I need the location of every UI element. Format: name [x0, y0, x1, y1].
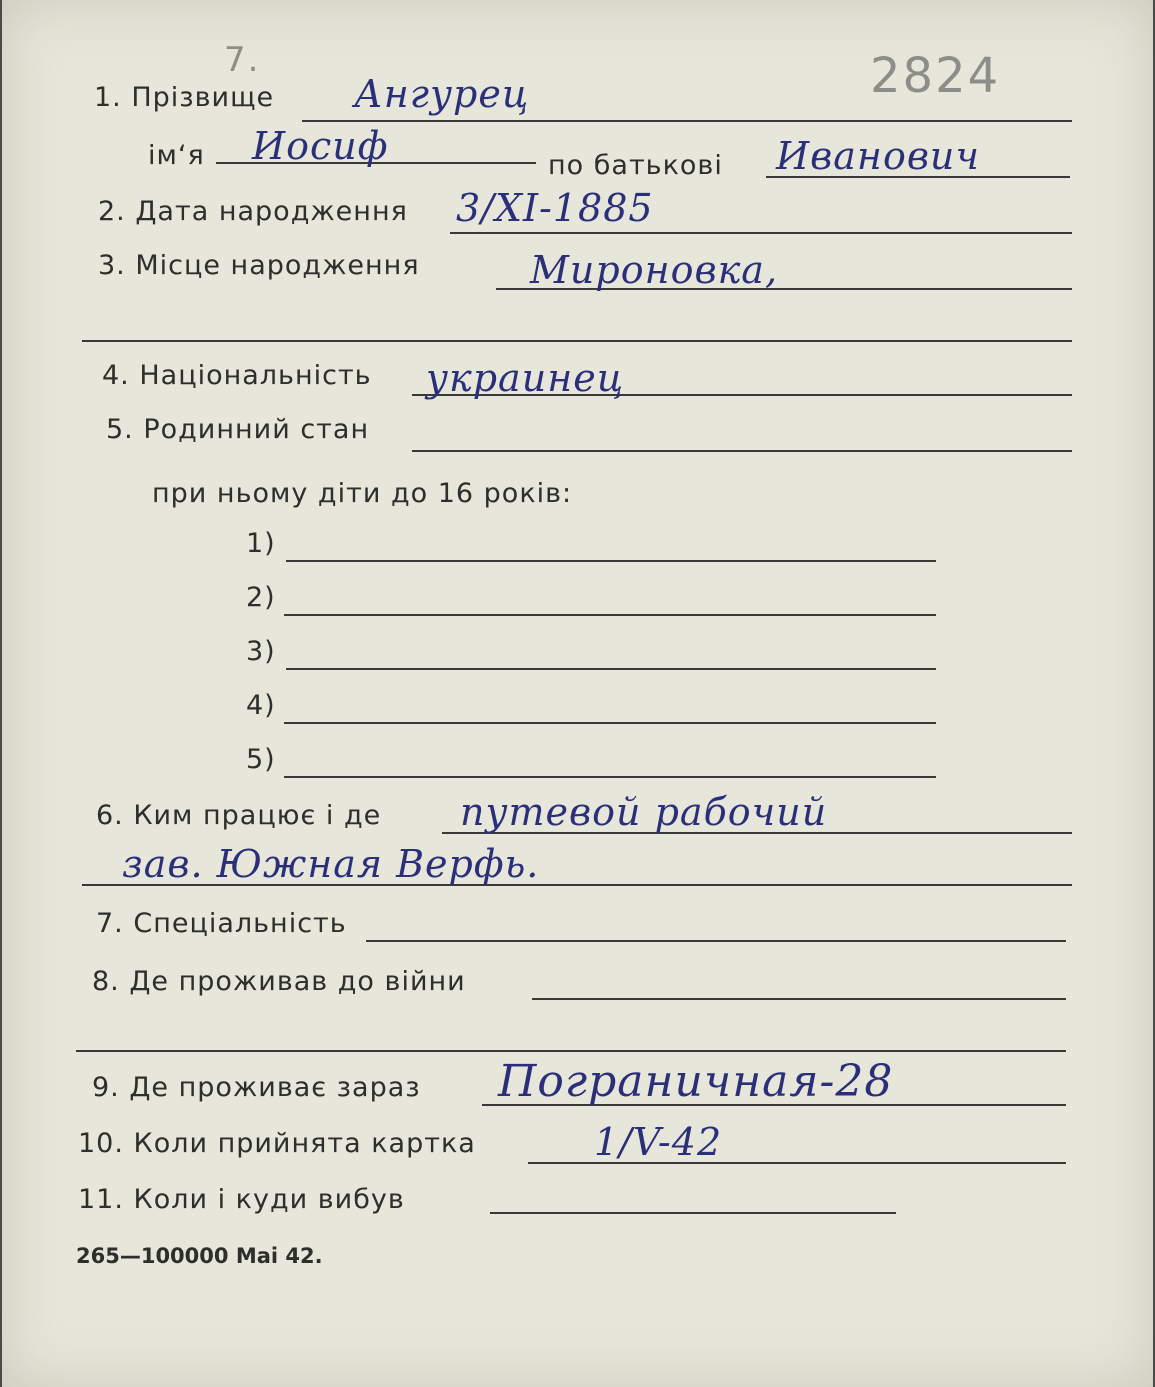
print-footer: 265—100000 Mai 42. [76, 1244, 323, 1268]
first-name-value: Иосиф [252, 124, 389, 168]
child-slot-2: 2) [246, 582, 276, 613]
nationality-value: украинец [426, 356, 625, 400]
card-number: 7. [224, 40, 261, 80]
child-slot-1: 1) [246, 528, 276, 559]
archive-number: 2824 [870, 48, 1001, 104]
current-residence-label: 9. Де проживає зараз [92, 1072, 421, 1103]
patronymic-label: по батькові [548, 150, 723, 181]
family-status-label: 5. Родинний стан [106, 414, 370, 445]
prewar-residence-line [532, 998, 1066, 1000]
specialty-line [366, 940, 1066, 942]
current-residence-value: Пограничная-28 [498, 1056, 894, 1107]
child-line-5 [284, 776, 936, 778]
departure-label: 11. Коли і куди вибув [78, 1184, 405, 1215]
birth-place-label: 3. Місце народження [98, 250, 420, 281]
child-line-4 [284, 722, 936, 724]
card-accepted-label: 10. Коли прийнята картка [78, 1128, 476, 1159]
card-accepted-value: 1/V-42 [594, 1120, 723, 1164]
child-line-2 [284, 614, 936, 616]
birth-place-value: Мироновка, [530, 248, 779, 292]
prewar-residence-label: 8. Де проживав до війни [92, 966, 466, 997]
registration-card [2, 0, 1153, 1387]
birth-date-label: 2. Дата народження [98, 196, 408, 227]
birth-place-line-2 [82, 340, 1072, 342]
departure-line [490, 1212, 896, 1214]
first-name-label: ім‘я [148, 140, 205, 171]
work-label: 6. Ким працює і де [96, 800, 382, 831]
nationality-label: 4. Національність [102, 360, 372, 391]
surname-value: Ангурец [354, 72, 530, 116]
child-slot-4: 4) [246, 690, 276, 721]
surname-label: 1. Прізвище [94, 82, 275, 113]
child-line-3 [286, 668, 936, 670]
surname-line [302, 120, 1072, 122]
patronymic-value: Иванович [776, 134, 981, 178]
work-value-line1: путевой рабочий [460, 790, 828, 834]
child-slot-5: 5) [246, 744, 276, 775]
birth-date-line [450, 232, 1072, 234]
specialty-label: 7. Спеціальність [96, 908, 347, 939]
child-line-1 [286, 560, 936, 562]
children-label: при ньому діти до 16 років: [152, 478, 573, 509]
child-slot-3: 3) [246, 636, 276, 667]
work-value-line2: зав. Южная Верфь. [122, 842, 540, 886]
birth-date-value: 3/XI-1885 [456, 186, 654, 230]
family-status-line [412, 450, 1072, 452]
prewar-residence-line-2 [76, 1050, 1066, 1052]
